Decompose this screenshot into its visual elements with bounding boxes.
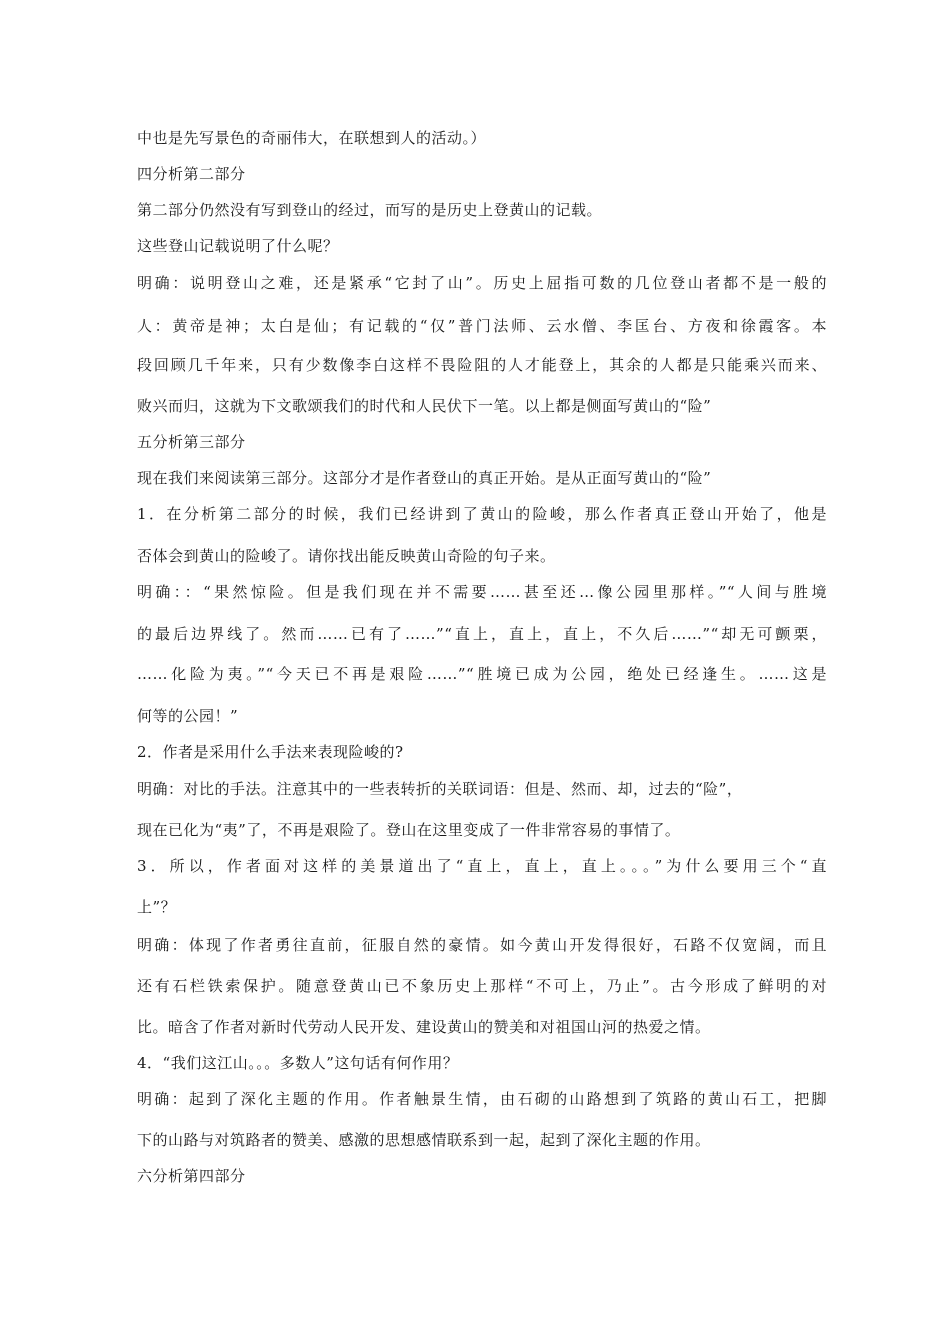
question-line: 上”？	[137, 898, 177, 916]
section-heading: 五分析第三部分	[137, 433, 246, 451]
answer-line: 明确：体现了作者勇往直前，征服自然的豪情。如今黄山开发得很好，石路不仅宽阔，而且	[137, 936, 827, 954]
answer-line: 败兴而归，这就为下文歌颂我们的时代和人民伏下一笔。以上都是侧面写黄山的“险”	[137, 397, 712, 415]
question-line: 这些登山记载说明了什么呢？	[137, 237, 339, 255]
paragraph-line: 现在我们来阅读第三部分。这部分才是作者登山的真正开始。是从正面写黄山的“险”	[137, 469, 712, 487]
answer-line: 下的山路与对筑路者的赞美、感激的思想感情联系到一起，起到了深化主题的作用。	[137, 1131, 711, 1149]
question-line: 4．“我们这江山。。。多数人”这句话有何作用？	[137, 1054, 459, 1072]
answer-line: 明确：：“果然惊险。但是我们现在并不需要……甚至还…像公园里那样。”“人间与胜境	[137, 583, 827, 601]
answer-line: 何等的公园！”	[137, 707, 239, 725]
paragraph-line: 第二部分仍然没有写到登山的经过，而写的是历史上登黄山的记载。	[137, 201, 603, 219]
answer-line: 明确：起到了深化主题的作用。作者触景生情，由石砌的山路想到了筑路的黄山石工，把脚	[137, 1090, 827, 1108]
answer-line: 段回顾几千年来，只有少数像李白这样不畏险阻的人才能登上，其余的人都是只能乘兴而来、	[137, 356, 827, 374]
question-line: 2．作者是采用什么手法来表现险峻的?	[137, 743, 404, 761]
paragraph-line: 中也是先写景色的奇丽伟大，在联想到人的活动。）	[137, 129, 487, 147]
answer-line: 现在已化为“夷”了，不再是艰险了。登山在这里变成了一件非常容易的事情了。	[137, 821, 681, 839]
answer-line: 比。暗含了作者对新时代劳动人民开发、建设黄山的赞美和对祖国山河的热爱之情。	[137, 1018, 711, 1036]
section-heading: 四分析第二部分	[137, 165, 246, 183]
question-line: 否体会到黄山的险峻了。请你找出能反映黄山奇险的句子来。	[137, 547, 556, 565]
question-line: 3．所以，作者面对这样的美景道出了“直上，直上，直上。。。”为什么要用三个“直	[137, 857, 827, 875]
section-heading: 六分析第四部分	[137, 1167, 246, 1185]
answer-line: 的最后边界线了。然而……已有了……”“直上，直上，直上，不久后……”“却无可颤栗，	[137, 625, 827, 643]
answer-line: ……化险为夷。”“今天已不再是艰险……”“胜境已成为公园，绝处已经逢生。……这是	[137, 665, 827, 683]
answer-line: 人：黄帝是神；太白是仙；有记载的“仅”普门法师、云水僧、李匡台、方夜和徐霞客。本	[137, 317, 827, 335]
answer-line: 明确：对比的手法。注意其中的一些表转折的关联词语：但是、然而、却，过去的“险”，	[137, 780, 743, 798]
answer-line: 明确：说明登山之难，还是紧承“它封了山”。历史上屈指可数的几位登山者都不是一般的	[137, 274, 827, 292]
answer-line: 还有石栏铁索保护。随意登黄山已不象历史上那样“不可上，乃止”。古今形成了鲜明的对	[137, 977, 827, 995]
question-line: 1．在分析第二部分的时候，我们已经讲到了黄山的险峻，那么作者真正登山开始了，他是	[137, 505, 827, 523]
